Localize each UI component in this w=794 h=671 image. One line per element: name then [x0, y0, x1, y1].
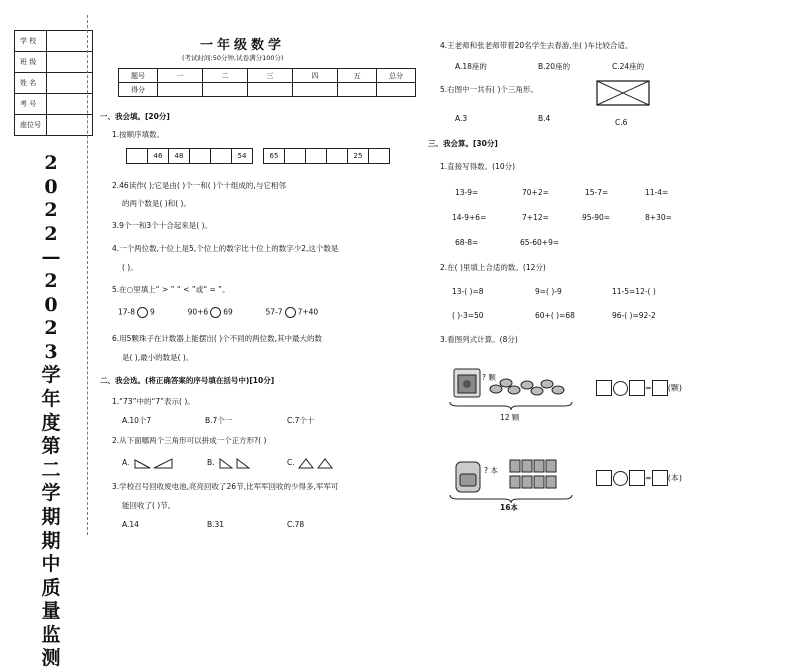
- seq-cell[interactable]: [306, 149, 327, 164]
- s2-q2: 2.从下面哪两个三角形可以拼成一个正方形?( ): [112, 436, 267, 445]
- s1-q3: 3.9个一和3个十合起来是( )。: [112, 221, 212, 230]
- seq-cell[interactable]: [127, 149, 148, 164]
- score-cell[interactable]: [158, 83, 203, 97]
- rectangle-diagonals-figure: [596, 80, 650, 106]
- seq-cell: 65: [264, 149, 285, 164]
- info-label: 座位号: [15, 115, 47, 136]
- s2-q1-opt-c[interactable]: C.7个十: [287, 416, 315, 425]
- score-cell[interactable]: [203, 83, 248, 97]
- s2-q5-opt-b[interactable]: B.4: [538, 114, 551, 123]
- fill-item[interactable]: 13-( )=8: [452, 287, 484, 296]
- info-field[interactable]: [47, 31, 93, 52]
- calc-item: 95-90=: [582, 213, 611, 222]
- s1-q4-line1: 4.一个两位数,十位上是5,个位上的数字比十位上的数字少2,这个数是: [112, 244, 339, 253]
- seq-cell: 46: [148, 149, 169, 164]
- calc-item: 15-7=: [585, 188, 609, 197]
- compare-circle[interactable]: [210, 307, 221, 318]
- info-field[interactable]: [47, 115, 93, 136]
- info-label: 班 级: [15, 52, 47, 73]
- sequence-boxes: [126, 148, 390, 164]
- section-2-heading: 二、我会选。(将正确答案的序号填在括号中)[10分]: [100, 376, 275, 385]
- student-info-table: [14, 30, 93, 136]
- pic2-question-label: ? 本: [484, 466, 498, 475]
- candy-jar-picture: [452, 363, 574, 399]
- s2-q2-opt-c[interactable]: C.: [287, 457, 337, 469]
- right-triangles-icon: [132, 457, 176, 469]
- seq-cell[interactable]: [211, 149, 232, 164]
- right-triangles-icon: [217, 457, 257, 469]
- score-cell[interactable]: [338, 83, 377, 97]
- score-header: 四: [293, 69, 338, 83]
- s2-q1-opt-b[interactable]: B.7个一: [205, 416, 233, 425]
- fill-item[interactable]: 60+( )=68: [535, 311, 575, 320]
- seq-cell[interactable]: [327, 149, 348, 164]
- calc-item: 8+30=: [645, 213, 672, 222]
- section-1-heading: 一、我会填。[20分]: [100, 112, 170, 121]
- fill-item[interactable]: 96-( )=92-2: [612, 311, 656, 320]
- s2-q3-line2: 能回收了( )节。: [122, 501, 176, 510]
- seq-cell: 25: [348, 149, 369, 164]
- info-label: 姓 名: [15, 73, 47, 94]
- score-header: 五: [338, 69, 377, 83]
- score-cell[interactable]: [248, 83, 293, 97]
- seq-cell[interactable]: [285, 149, 306, 164]
- compare-circle[interactable]: [285, 307, 296, 318]
- s1-q2-line2: 的两个数是( )和( )。: [122, 199, 191, 208]
- pic1-equation[interactable]: = (颗): [596, 380, 682, 396]
- equilateral-triangles-icon: [297, 457, 337, 469]
- compare-row: 17-8 9 90+6 69 57-7 7+40: [118, 307, 319, 317]
- info-field[interactable]: [47, 73, 93, 94]
- seq-cell[interactable]: [190, 149, 211, 164]
- info-field[interactable]: [47, 94, 93, 115]
- s2-q5: 5.右图中一共有( )个三角形。: [440, 85, 538, 94]
- info-label: 考 号: [15, 94, 47, 115]
- compare-circle[interactable]: [137, 307, 148, 318]
- s1-q1: 1.按顺序填数。: [112, 130, 165, 139]
- calc-item: 13-9=: [455, 188, 479, 197]
- s2-q4-opt-a[interactable]: A.18座的: [455, 62, 487, 71]
- calc-item: 7+12=: [522, 213, 549, 222]
- seq-cell[interactable]: [369, 149, 390, 164]
- s1-q2-line1: 2.46读作( );它是由( )个一和( )个十组成的,与它相邻: [112, 181, 286, 190]
- s1-q4-line2: ( )。: [122, 263, 138, 272]
- s3-q3: 3.看图列式计算。(8分): [440, 335, 518, 344]
- s1-q5: 5.在○里填上“ > ” “ < ”或“ = ”。: [112, 285, 230, 294]
- score-header: 题号: [119, 69, 158, 83]
- pic2-total: 16本: [500, 503, 518, 512]
- seq-cell: 54: [232, 149, 253, 164]
- calc-item: 68-8=: [455, 238, 479, 247]
- score-cell[interactable]: [377, 83, 416, 97]
- score-table: [118, 68, 416, 97]
- page-title: 一年级数学: [200, 38, 286, 53]
- score-header: 总分: [377, 69, 416, 83]
- s2-q5-opt-a[interactable]: A.3: [455, 114, 468, 123]
- backpack-books-picture: [452, 456, 574, 494]
- fill-item[interactable]: 11-5=12-( ): [612, 287, 656, 296]
- s2-q3-opt-a[interactable]: A.14: [122, 520, 139, 529]
- cut-line: [87, 15, 88, 535]
- s2-q4: 4.王老师和张老师带着20名学生去春游,坐( )车比较合适。: [440, 41, 633, 50]
- s2-q2-opt-a[interactable]: A.: [122, 457, 176, 469]
- brace-icon: [448, 401, 574, 411]
- pic1-question-label: ? 颗: [482, 373, 496, 382]
- seq-cell: 48: [169, 149, 190, 164]
- page-subtitle: (考试时间:50分钟,试卷满分100分): [182, 54, 284, 62]
- pic1-total: 12 颗: [500, 413, 520, 422]
- s2-q1: 1.“73”中的“7”表示( )。: [112, 397, 195, 406]
- score-row-label: 得分: [119, 83, 158, 97]
- s2-q3-opt-c[interactable]: C.78: [287, 520, 305, 529]
- calc-item: 70+2=: [522, 188, 549, 197]
- fill-item[interactable]: ( )-3=50: [452, 311, 484, 320]
- score-header: 二: [203, 69, 248, 83]
- calc-item: 65-60+9=: [520, 238, 560, 247]
- vertical-exam-title: 2 0 2 2 — 2 0 2 3 学 年 度 第 二 学 期 期 中 质 量 监 测: [41, 152, 61, 670]
- score-header: 三: [248, 69, 293, 83]
- s2-q4-opt-b[interactable]: B.20座的: [538, 62, 571, 71]
- pic2-equation[interactable]: = (本): [596, 470, 682, 486]
- fill-item[interactable]: 9=( )-9: [535, 287, 562, 296]
- s2-q1-opt-a[interactable]: A.10个7: [122, 416, 152, 425]
- s2-q4-opt-c[interactable]: C.24座的: [612, 62, 645, 71]
- score-cell[interactable]: [293, 83, 338, 97]
- s1-q6-line1: 6.用5颗珠子在计数器上能摆出( )个不同的两位数,其中最大的数: [112, 334, 323, 343]
- info-label: 学 校: [15, 31, 47, 52]
- calc-item: 14-9+6=: [452, 213, 487, 222]
- s2-q5-opt-c[interactable]: C.6: [615, 118, 628, 127]
- s2-q3-line1: 3.学校召号回收废电池,亮亮回收了26节,比军军回收的少得多,军军可: [112, 482, 339, 491]
- info-field[interactable]: [47, 52, 93, 73]
- calc-item: 11-4=: [645, 188, 669, 197]
- s2-q3-opt-b[interactable]: B.31: [207, 520, 225, 529]
- s1-q6-line2: 是( ),最小的数是( )。: [122, 353, 194, 362]
- s2-q2-opt-b[interactable]: B.: [207, 457, 257, 469]
- s3-q2: 2.在( )里填上合适的数。(12分): [440, 263, 546, 272]
- s3-q1: 1.直接写得数。(10分): [440, 162, 516, 171]
- section-3-heading: 三、我会算。[30分]: [428, 139, 498, 148]
- score-header: 一: [158, 69, 203, 83]
